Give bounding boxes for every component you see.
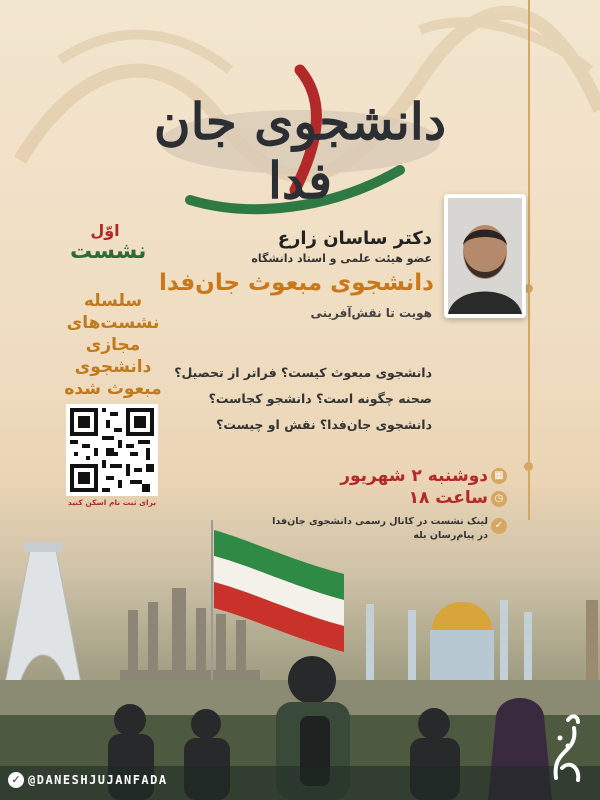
speaker-portrait <box>444 194 526 318</box>
social-handle[interactable] <box>8 770 168 790</box>
main-title: دانشجوی جان فدا <box>153 92 447 210</box>
series-title <box>58 290 168 400</box>
series-line: مجازی <box>85 335 141 355</box>
social-handle-text: @DANESHJUJANFADA <box>28 773 168 787</box>
series-line: نشست‌های <box>66 313 160 333</box>
brand-logo <box>548 708 586 788</box>
guide-line <box>528 0 530 520</box>
question-item: صحنه چگونه است؟ دانشجو کجاست؟ <box>208 391 432 406</box>
verified-check-icon: ✓ <box>8 772 24 788</box>
guide-dot <box>524 462 533 471</box>
clock-icon: ◷ <box>491 491 507 507</box>
speaker-name: دکتر ساسان زارع <box>277 228 432 249</box>
check-badge-icon: ✓ <box>491 518 507 534</box>
speaker-photo <box>444 194 526 318</box>
series-line: سلسله <box>83 291 143 311</box>
speaker-role: عضو هیئت علمی و استاد دانشگاه <box>251 252 432 265</box>
session-label: نشست <box>70 239 147 264</box>
event-time: ساعت ۱۸ <box>408 488 488 508</box>
series-line: مبعوث شده <box>64 379 162 399</box>
series-line: دانشجوی <box>74 357 152 377</box>
question-item: دانشجوی جان‌فدا؟ نقش او چیست؟ <box>216 417 432 432</box>
registration-qr-code[interactable] <box>66 404 158 496</box>
talk-subtitle: هویت تا نقش‌آفرینی <box>310 306 432 320</box>
session-badge <box>70 221 147 264</box>
city-scene-illustration <box>0 520 600 800</box>
talk-title: دانشجوی مبعوث جان‌فدا <box>158 270 434 296</box>
event-link-note: لینک نشست در کانال رسمی دانشجوی جان‌فدا <box>272 516 488 527</box>
qr-caption: برای ثبت نام اسکن کنید <box>67 498 157 507</box>
calendar-icon: ▦ <box>491 468 507 484</box>
event-date: دوشنبه ۲ شهریور <box>340 466 488 486</box>
session-ordinal: اوّل <box>90 221 120 240</box>
event-link-platform: در پیام‌رسان بله <box>413 530 488 541</box>
question-item: دانشجوی مبعوث کیست؟ فراتر از تحصیل؟ <box>174 365 432 380</box>
